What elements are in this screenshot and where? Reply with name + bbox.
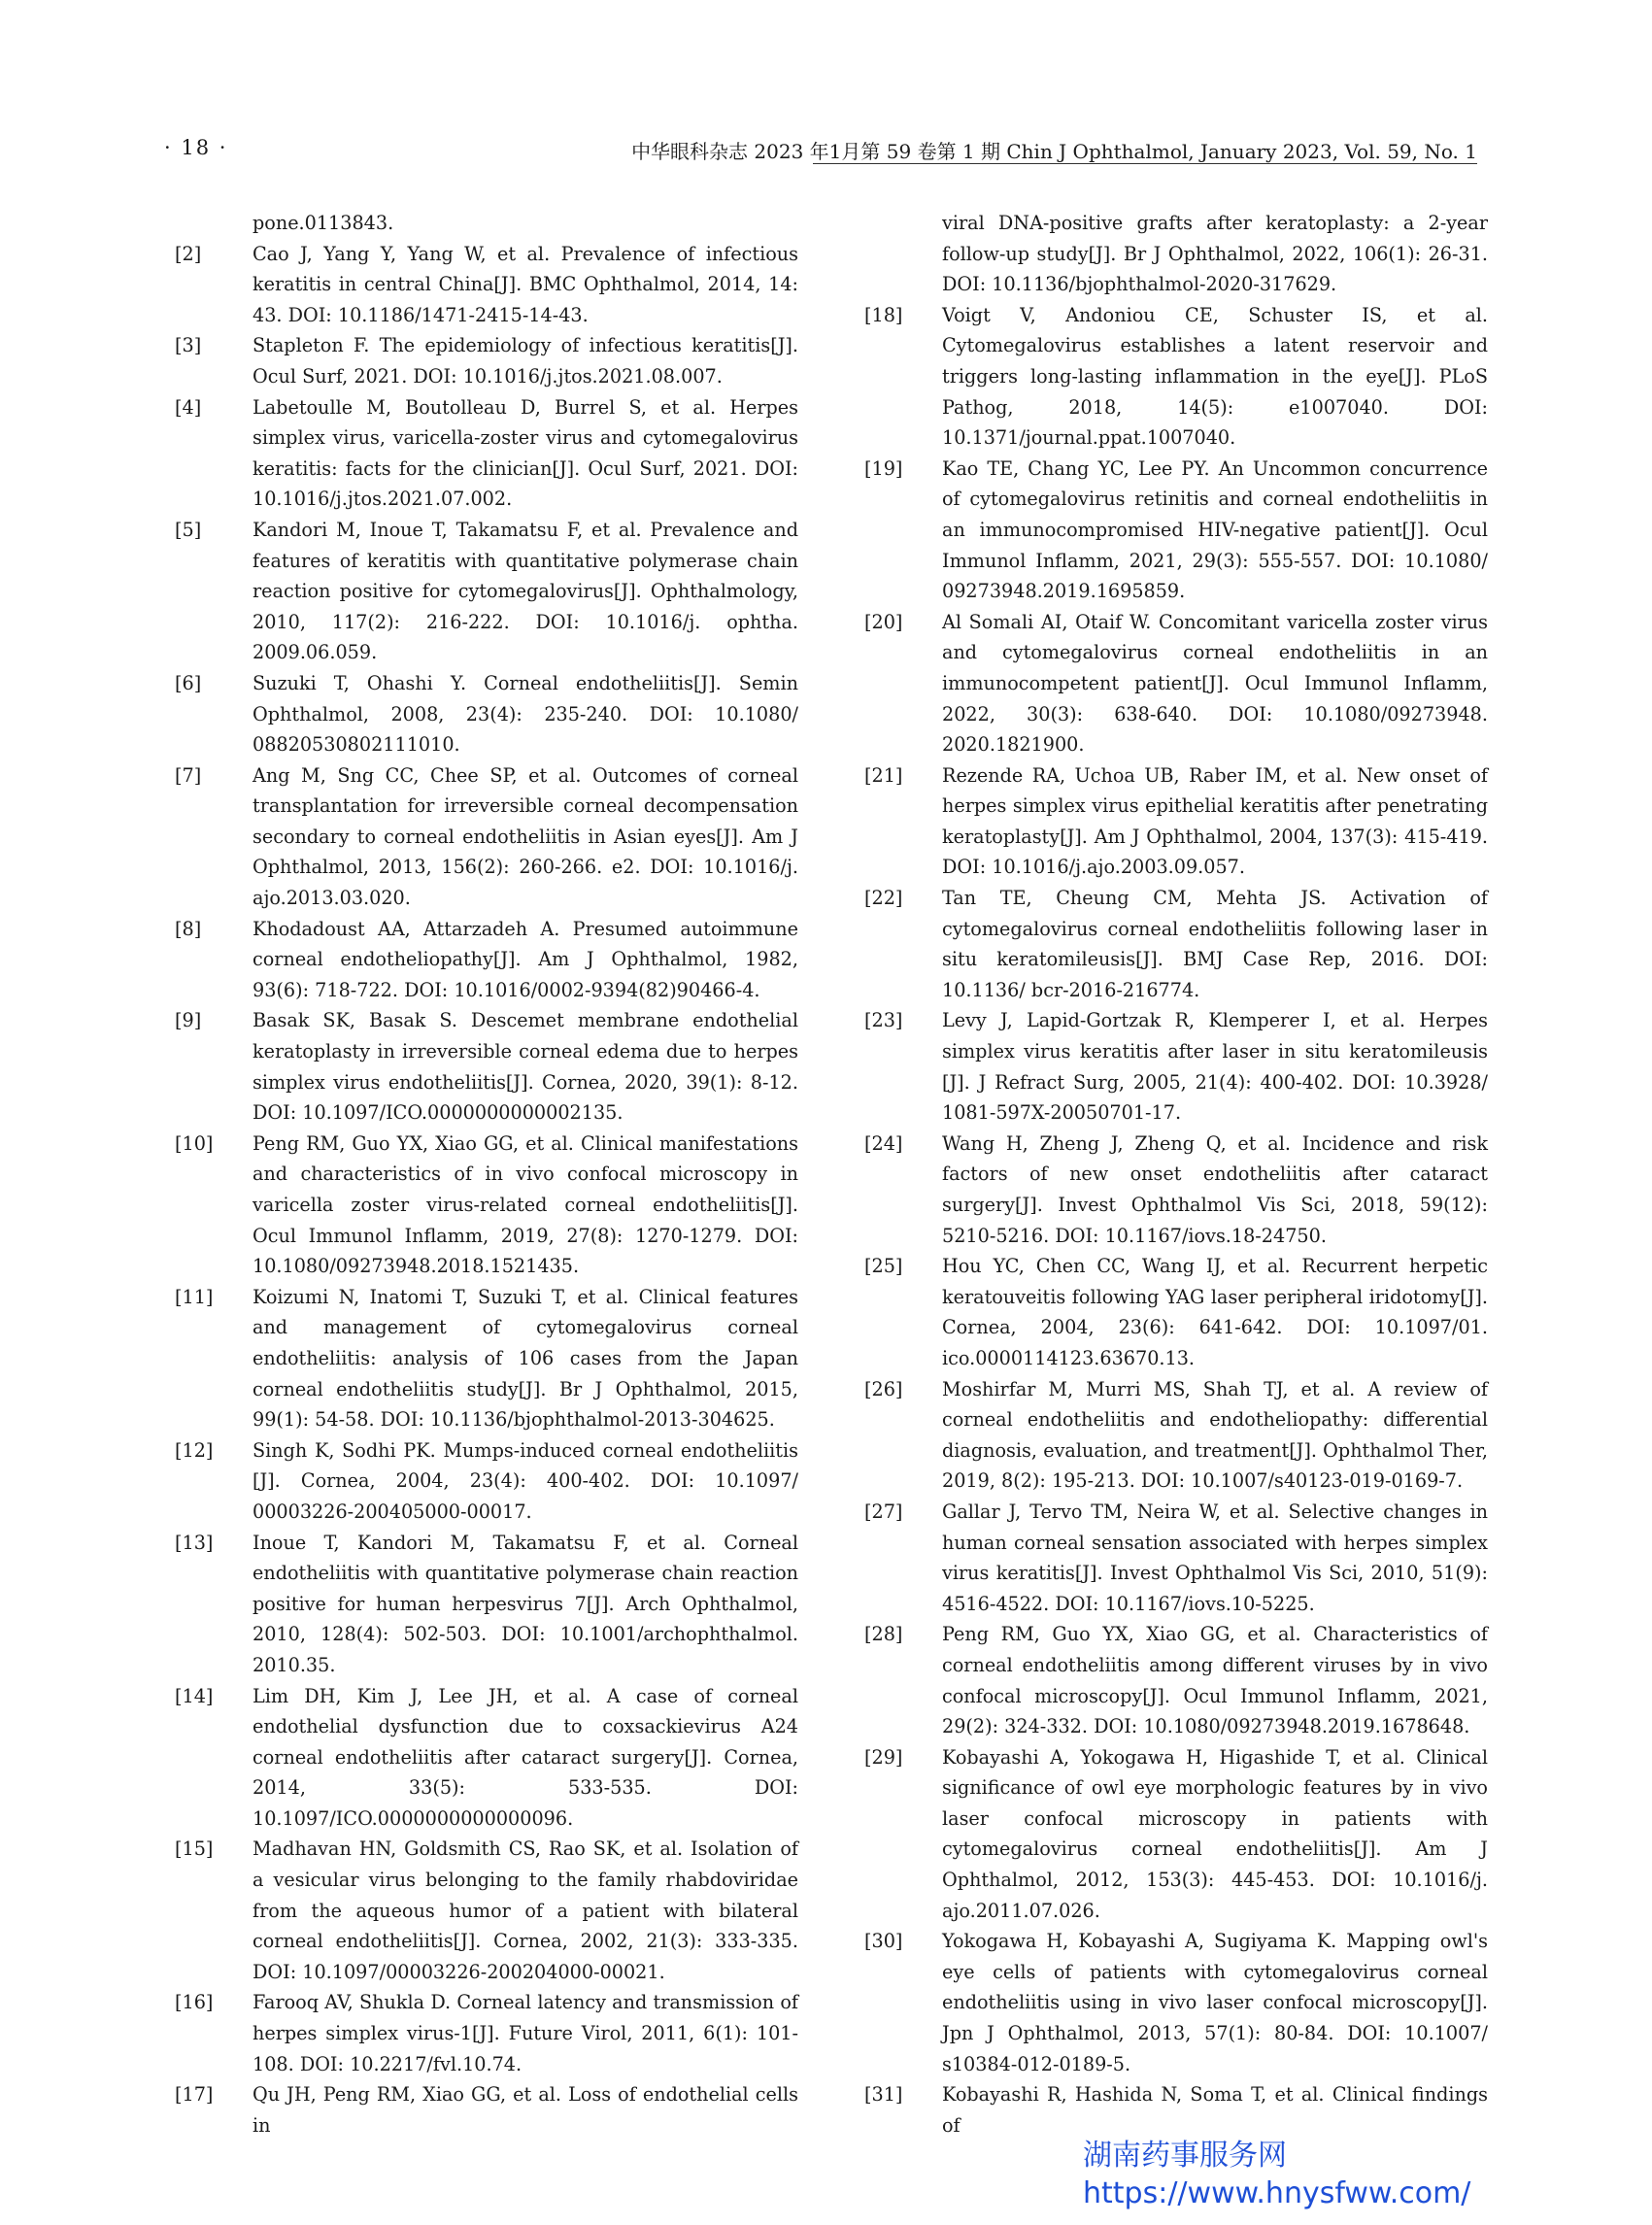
reference-item	[175, 914, 798, 1006]
reference-number: [24]	[864, 1131, 903, 1155]
reference-number: [28]	[864, 1623, 903, 1646]
watermark-name: 湖南药事服务网	[1083, 2139, 1287, 2173]
reference-number: [8]	[175, 917, 202, 940]
reference-item	[175, 760, 798, 914]
reference-number: [22]	[864, 887, 903, 910]
reference-text: Yokogawa H, Kobayashi A, Sugiyama K. Mapping owl's eye cells of patients with cytomegalovirus corneal endotheliitis using in vivo laser confocal microscopy[J]. Jpn J Ophthalmol, 2013, 57(1): 80-84. DOI: 10.1007/ s10384-012-0189-5.	[942, 1930, 1488, 2075]
reference-number: [5]	[175, 518, 202, 541]
reference-item	[175, 1129, 798, 1282]
reference-number: [14]	[175, 1684, 214, 1707]
reference-list-right	[864, 300, 1488, 2141]
reference-number: [9]	[175, 1009, 202, 1032]
reference-text: Peng RM, Guo YX, Xiao GG, et al. Clinical manifestations and characteristics of in vivo confocal microscopy in varicella zoster virus-related corneal endotheliitis[J]. Ocul Immunol Inflamm, 2019, 27(8): 1270-1279. DOI: 10.1080/09273948.2018.1521435.	[253, 1131, 798, 1278]
reference-item	[864, 1251, 1488, 1373]
reference-continuation	[864, 208, 1488, 300]
reference-item	[864, 1742, 1488, 1927]
reference-number: [29]	[864, 1745, 903, 1769]
reference-item	[864, 454, 1488, 607]
reference-item	[175, 1681, 798, 1835]
reference-number: [7]	[175, 763, 202, 787]
reference-number: [25]	[864, 1255, 903, 1278]
reference-text: Kao TE, Chang YC, Lee PY. An Uncommon concurrence of cytomegalovirus retinitis and corneal endotheliitis in an immunocompromised HIV-negative patient[J]. Ocul Immunol Inflamm, 2021, 29(3): 555-557. DOI: 10.1080/ 09273948.2019.1695859.	[942, 456, 1488, 603]
reference-text: Al Somali AI, Otaif W. Concomitant varicella zoster virus and cytomegalovirus corneal endotheliitis in an immunocompetent patient[J]. Ocul Immunol Inflamm, 2022, 30(3): 638-640. DOI: 10.1080/09273948. 2020.1821900.	[942, 610, 1488, 757]
reference-number: [20]	[864, 610, 903, 633]
reference-list-left	[175, 239, 798, 2141]
reference-text: Khodadoust AA, Attarzadeh A. Presumed autoimmune corneal endotheliopathy[J]. Am J Ophthalmol, 1982, 93(6): 718-722. DOI: 10.1016/0002-9394(82)90466-4.	[253, 917, 798, 1001]
reference-text: Basak SK, Basak S. Descemet membrane endothelial keratoplasty in irreversible corneal edema due to herpes simplex virus endotheliitis[J]. Cornea, 2020, 39(1): 8-12. DOI: 10.1097/ICO.0000000000002135.	[253, 1009, 798, 1125]
reference-item	[175, 330, 798, 391]
reference-item	[175, 1435, 798, 1528]
reference-text: Qu JH, Peng RM, Xiao GG, et al. Loss of endothelial cells in	[253, 2083, 798, 2137]
reference-item	[175, 668, 798, 760]
reference-item	[864, 1619, 1488, 1741]
reference-number: [26]	[864, 1377, 903, 1400]
reference-number: [23]	[864, 1009, 903, 1032]
reference-item	[175, 515, 798, 668]
reference-number: [17]	[175, 2083, 214, 2107]
reference-number: [30]	[864, 1930, 903, 1953]
reference-number: [13]	[175, 1531, 214, 1554]
reference-number: [2]	[175, 242, 202, 265]
reference-item	[864, 1129, 1488, 1251]
reference-number: [19]	[864, 456, 903, 480]
reference-text: Kobayashi R, Hashida N, Soma T, et al. Clinical findings of	[942, 2083, 1488, 2137]
reference-item	[864, 1497, 1488, 1619]
journal-citation: 中华眼科杂志 2023 年1月第 59 卷第 1 期 Chin J Ophthalmol, January 2023, Vol. 59, No. 1	[631, 140, 1477, 163]
reference-number: [31]	[864, 2083, 903, 2107]
reference-text: Koizumi N, Inatomi T, Suzuki T, et al. Clinical features and management of cytomegalovirus corneal endotheliitis: analysis of 106 cases from the Japan corneal endotheliitis study[J]. Br J Ophthalmol, 2015, 99(1): 54-58. DOI: 10.1136/bjophthalmol-2013-304625.	[253, 1285, 798, 1432]
reference-item	[175, 392, 798, 515]
reference-number: [3]	[175, 334, 202, 357]
reference-text: Voigt V, Andoniou CE, Schuster IS, et al. Cytomegalovirus establishes a latent reservoir and triggers long-lasting inflammation in the eye[J]. PLoS Pathog, 2018, 14(5): e1007040. DOI: 10.1371/journal.ppat.1007040.	[942, 303, 1488, 450]
right-column	[864, 208, 1488, 2141]
reference-number: [15]	[175, 1837, 214, 1861]
reference-number: [4]	[175, 395, 202, 419]
header-rule	[813, 163, 1477, 164]
reference-text: Cao J, Yang Y, Yang W, et al. Prevalence of infectious keratitis in central China[J]. BMC Ophthalmol, 2014, 14: 43. DOI: 10.1186/1471-2415-14-43.	[253, 242, 798, 326]
reference-number: [27]	[864, 1500, 903, 1523]
page-number: · 18 ·	[164, 136, 228, 159]
reference-item	[175, 239, 798, 331]
reference-text: Madhavan HN, Goldsmith CS, Rao SK, et al. Isolation of a vesicular virus belonging to the family rhabdoviridae from the aqueous humor of a patient with bilateral corneal endotheliitis[J]. Cornea, 2002, 21(3): 333-335. DOI: 10.1097/00003226-200204000-00021.	[253, 1837, 798, 1983]
reference-text: pone.0113843.	[253, 212, 394, 234]
reference-text: Levy J, Lapid-Gortzak R, Klemperer I, et al. Herpes simplex virus keratitis after laser in situ keratomileusis [J]. J Refract Surg, 2005, 21(4): 400-402. DOI: 10.3928/ 1081-597X-20050701-17.	[942, 1009, 1488, 1125]
reference-item	[864, 1005, 1488, 1128]
page-header	[164, 132, 1477, 163]
reference-item	[864, 883, 1488, 1005]
reference-item	[175, 1834, 798, 1987]
reference-continuation	[175, 208, 798, 239]
reference-item	[175, 1528, 798, 1681]
reference-number: [6]	[175, 671, 202, 694]
reference-item	[175, 1282, 798, 1435]
reference-item	[864, 1374, 1488, 1497]
watermark	[1083, 2137, 1470, 2212]
reference-number: [18]	[864, 303, 903, 326]
reference-text: viral DNA-positive grafts after keratoplasty: a 2-year follow-up study[J]. Br J Ophthalmol, 2022, 106(1): 26-31. DOI: 10.1136/bjophthalmol-2020-317629.	[942, 212, 1488, 296]
reference-item	[864, 607, 1488, 760]
reference-text: Tan TE, Cheung CM, Mehta JS. Activation of cytomegalovirus corneal endotheliitis following laser in situ keratomileusis[J]. BMJ Case Rep, 2016. DOI: 10.1136/ bcr-2016-216774.	[942, 887, 1488, 1001]
reference-item	[175, 2079, 798, 2141]
reference-text: Suzuki T, Ohashi Y. Corneal endotheliitis[J]. Semin Ophthalmol, 2008, 23(4): 235-240. DOI: 10.1080/ 08820530802111010.	[253, 671, 798, 757]
reference-item	[864, 300, 1488, 454]
reference-number: [12]	[175, 1438, 214, 1462]
reference-text: Singh K, Sodhi PK. Mumps-induced corneal endotheliitis [J]. Cornea, 2004, 23(4): 400-402. DOI: 10.1097/ 00003226-200405000-00017.	[253, 1438, 798, 1523]
reference-item	[864, 1926, 1488, 2079]
reference-number: [16]	[175, 1991, 214, 2014]
reference-text: Lim DH, Kim J, Lee JH, et al. A case of corneal endothelial dysfunction due to coxsackievirus A24 corneal endotheliitis after cataract surgery[J]. Cornea, 2014, 33(5): 533-535. DOI: 10.1097/ICO.0000000000000096.	[253, 1684, 798, 1830]
reference-number: [11]	[175, 1285, 214, 1308]
watermark-url[interactable]: https://www.hnysfww.com/	[1083, 2176, 1471, 2210]
reference-text: Wang H, Zheng J, Zheng Q, et al. Incidence and risk factors of new onset endotheliitis after cataract surgery[J]. Invest Ophthalmol Vis Sci, 2018, 59(12): 5210-5216. DOI: 10.1167/iovs.18-24750.	[942, 1131, 1488, 1247]
reference-text: Kobayashi A, Yokogawa H, Higashide T, et al. Clinical significance of owl eye morphologic features by in vivo laser confocal microscopy in patients with cytomegalovirus corneal endotheliitis[J]. Am J Ophthalmol, 2012, 153(3): 445-453. DOI: 10.1016/j. ajo.2011.07.026.	[942, 1745, 1488, 1922]
reference-item	[175, 1005, 798, 1128]
reference-text: Peng RM, Guo YX, Xiao GG, et al. Characteristics of corneal endotheliitis among different viruses by in vivo confocal microscopy[J]. Ocul Immunol Inflamm, 2021, 29(2): 324-332. DOI: 10.1080/09273948.2019.1678648.	[942, 1623, 1488, 1738]
reference-text: Labetoulle M, Boutolleau D, Burrel S, et al. Herpes simplex virus, varicella-zoster virus and cytomegalovirus keratitis: facts for the clinician[J]. Ocul Surf, 2021. DOI: 10.1016/j.jtos.2021.07.002.	[253, 395, 798, 511]
reference-text: Inoue T, Kandori M, Takamatsu F, et al. Corneal endotheliitis with quantitative polymerase chain reaction positive for human herpesvirus 7[J]. Arch Ophthalmol, 2010, 128(4): 502-503. DOI: 10.1001/archophthalmol. 2010.35.	[253, 1531, 798, 1676]
reference-item	[864, 760, 1488, 883]
reference-text: Moshirfar M, Murri MS, Shah TJ, et al. A review of corneal endotheliitis and endotheliopathy: differential diagnosis, evaluation, and treatment[J]. Ophthalmol Ther, 2019, 8(2): 195-213. DOI: 10.1007/s40123-019-0169-7.	[942, 1377, 1488, 1493]
reference-text: Hou YC, Chen CC, Wang IJ, et al. Recurrent herpetic keratouveitis following YAG laser peripheral iridotomy[J]. Cornea, 2004, 23(6): 641-642. DOI: 10.1097/01. ico.0000114123.63670.13.	[942, 1255, 1488, 1369]
reference-item	[175, 1987, 798, 2079]
reference-text: Stapleton F. The epidemiology of infectious keratitis[J]. Ocul Surf, 2021. DOI: 10.1016/j.jtos.2021.08.007.	[253, 334, 798, 388]
reference-number: [21]	[864, 763, 903, 787]
reference-item	[864, 2079, 1488, 2141]
reference-text: Gallar J, Tervo TM, Neira W, et al. Selective changes in human corneal sensation associated with herpes simplex virus keratitis[J]. Invest Ophthalmol Vis Sci, 2010, 51(9): 4516-4522. DOI: 10.1167/iovs.10-5225.	[942, 1500, 1488, 1615]
reference-text: Farooq AV, Shukla D. Corneal latency and transmission of herpes simplex virus-1[J]. Future Virol, 2011, 6(1): 101-108. DOI: 10.2217/fvl.10.74.	[253, 1991, 798, 2075]
reference-number: [10]	[175, 1131, 214, 1155]
reference-text: Ang M, Sng CC, Chee SP, et al. Outcomes of corneal transplantation for irreversible corneal decompensation secondary to corneal endotheliitis in Asian eyes[J]. Am J Ophthalmol, 2013, 156(2): 260-266. e2. DOI: 10.1016/j. ajo.2013.03.020.	[253, 763, 798, 910]
reference-text: Kandori M, Inoue T, Takamatsu F, et al. Prevalence and features of keratitis with quantitative polymerase chain reaction positive for cytomegalovirus[J]. Ophthalmology, 2010, 117(2): 216-222. DOI: 10.1016/j. ophtha. 2009.06.059.	[253, 518, 798, 664]
reference-text: Rezende RA, Uchoa UB, Raber IM, et al. New onset of herpes simplex virus epithelial keratitis after penetrating keratoplasty[J]. Am J Ophthalmol, 2004, 137(3): 415-419. DOI: 10.1016/j.ajo.2003.09.057.	[942, 763, 1488, 879]
left-column	[175, 208, 798, 2141]
